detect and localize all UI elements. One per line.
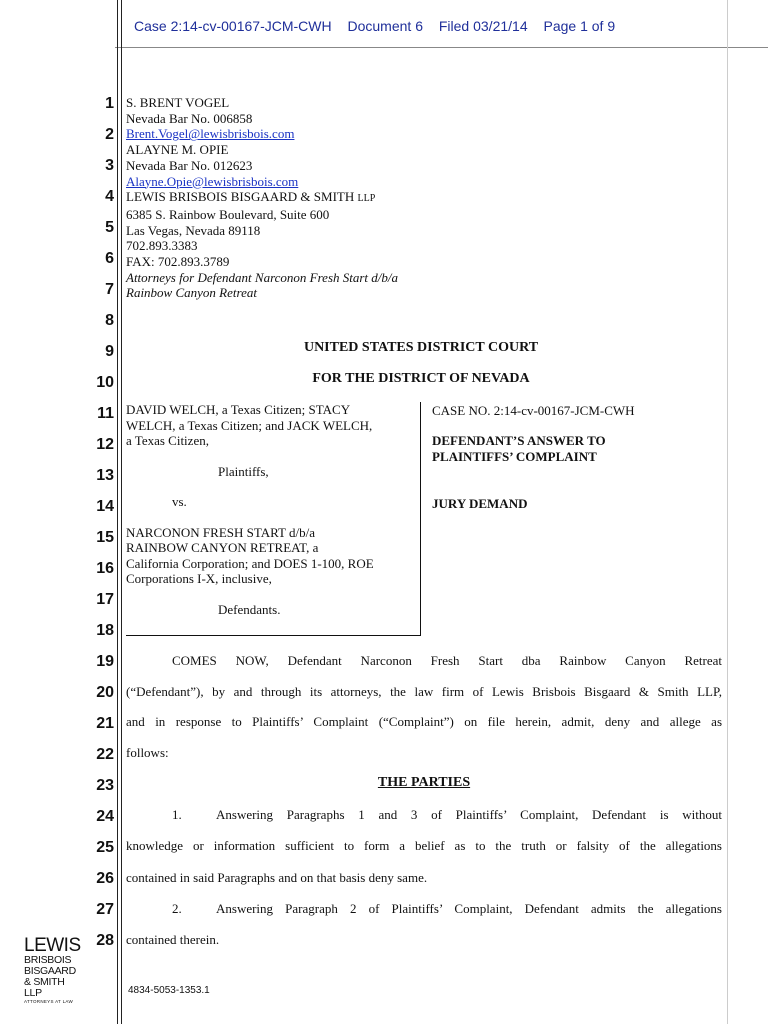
plaintiff-line: a Texas Citizen, (126, 433, 209, 448)
line-number: 19 (96, 653, 114, 670)
fax: FAX: 702.893.3789 (126, 254, 230, 270)
phone: 702.893.3383 (126, 238, 198, 254)
body-line: contained therein. (126, 932, 220, 947)
attorney-block (126, 95, 398, 301)
line-number: 28 (96, 932, 114, 949)
logo-tagline: ATTORNEYS AT LAW (24, 999, 74, 1004)
body-line: (“Defendant”), by and through its attorneys, the law firm of Lewis Brisbois Bisgaard & Smith LLP, (126, 684, 722, 699)
line-number: 7 (105, 281, 114, 298)
case-number-caption: CASE NO. 2:14-cv-00167-JCM-CWH (432, 403, 635, 418)
logo-line: BISGAARD (24, 965, 76, 977)
line-number: 12 (96, 436, 114, 453)
line-number: 16 (96, 560, 114, 577)
bar-number: Nevada Bar No. 006858 (126, 110, 253, 126)
email-link[interactable]: Alayne.Opie@lewisbrisbois.com (126, 173, 299, 189)
line-number: 27 (96, 901, 114, 918)
caption-parties (126, 402, 416, 617)
defendants-label: Defendants. (218, 601, 281, 617)
line-number: 22 (96, 746, 114, 763)
bar-number: Nevada Bar No. 012623 (126, 157, 253, 173)
logo-line: LEWIS (24, 935, 81, 956)
firm-name-text: LEWIS BRISBOIS BISGAARD & SMITH (126, 189, 355, 205)
attorney-name: S. BRENT VOGEL (126, 95, 230, 110)
defendant-line: RAINBOW CANYON RETREAT, a (126, 540, 319, 555)
body-line: contained in said Paragraphs and on that basis deny same. (126, 870, 428, 885)
address-line: Las Vegas, Nevada 89118 (126, 222, 261, 238)
paragraph-number: 1. (172, 807, 182, 822)
ecf-header (134, 18, 627, 34)
defendant-line: California Corporation; and DOES 1-100, ROE (126, 555, 374, 571)
line-number: 4 (105, 188, 114, 205)
firm-name (126, 189, 398, 207)
case-number: Case 2:14-cv-00167-JCM-CWH (134, 18, 332, 34)
document-number: Document 6 (347, 18, 423, 34)
body-line: Answering Paragraphs 1 and 3 of Plaintiffs’ Complaint, Defendant is without (216, 807, 722, 822)
line-number: 23 (96, 777, 114, 794)
line-number: 20 (96, 684, 114, 701)
defendant-line: NARCONON FRESH START d/b/a (126, 524, 315, 540)
body-line: COMES NOW, Defendant Narconon Fresh Start dba Rainbow Canyon Retreat (172, 653, 722, 668)
plaintiff-line: WELCH, a Texas Citizen; and JACK WELCH, (126, 417, 373, 433)
margin-rule-right (121, 0, 122, 1024)
body-line: and in response to Plaintiffs’ Complaint (“Complaint”) on file herein, admit, deny and allege as (126, 714, 722, 729)
line-number: 25 (96, 839, 114, 856)
body-line: knowledge or information sufficient to form a belief as to the truth or falsity of the allegations (126, 838, 722, 853)
line-number: 15 (96, 529, 114, 546)
line-number: 9 (105, 343, 114, 360)
plaintiff-line: DAVID WELCH, a Texas Citizen; STACY (126, 402, 351, 417)
line-number: 3 (105, 157, 114, 174)
firm-suffix: LLP (357, 193, 376, 205)
line-number: 13 (96, 467, 114, 484)
line-number: 26 (96, 870, 114, 887)
plaintiffs-label: Plaintiffs, (218, 463, 269, 479)
line-number: 1 (105, 95, 114, 112)
margin-rule-left (117, 0, 118, 1024)
court-title: UNITED STATES DISTRICT COURT (303, 340, 539, 355)
attorneys-for: Attorneys for Defendant Narconon Fresh Start d/b/a (126, 269, 399, 285)
email-link[interactable]: Brent.Vogel@lewisbrisbois.com (126, 126, 295, 142)
filed-date: Filed 03/21/14 (438, 18, 528, 34)
line-number: 5 (105, 219, 114, 236)
defendant-line: Corporations I-X, inclusive, (126, 571, 272, 586)
line-number: 6 (105, 250, 114, 267)
attorneys-for: Rainbow Canyon Retreat (126, 285, 257, 301)
document-title: DEFENDANT’S ANSWER TO (432, 433, 606, 448)
jury-demand: JURY DEMAND (432, 496, 528, 511)
line-number: 24 (96, 808, 114, 825)
body-line: Answering Paragraph 2 of Plaintiffs’ Complaint, Defendant admits the allegations (216, 901, 722, 916)
document-id: 4834-5053-1353.1 (128, 985, 210, 996)
caption-underline (126, 635, 421, 636)
line-number: 18 (96, 622, 114, 639)
caption-divider (420, 402, 421, 635)
line-number: 21 (96, 715, 114, 732)
logo-line: & SMITH LLP (24, 976, 65, 999)
body-line: follows: (126, 745, 169, 760)
section-heading: THE PARTIES (377, 775, 471, 790)
line-number: 10 (96, 374, 114, 391)
document-title: PLAINTIFFS’ COMPLAINT (432, 449, 597, 464)
line-number: 8 (105, 312, 114, 329)
firm-logo (24, 937, 84, 1005)
address-line: 6385 S. Rainbow Boulevard, Suite 600 (126, 206, 330, 222)
logo-line: BRISBOIS (24, 954, 72, 966)
page-indicator: Page 1 of 9 (543, 18, 616, 34)
line-number: 17 (96, 591, 114, 608)
right-margin-rule (727, 0, 728, 1024)
line-number: 2 (105, 126, 114, 143)
header-rule (115, 47, 768, 48)
line-number: 11 (97, 405, 114, 422)
line-number: 14 (96, 498, 114, 515)
attorney-name: ALAYNE M. OPIE (126, 142, 229, 158)
court-district: FOR THE DISTRICT OF NEVADA (312, 371, 530, 386)
paragraph-number: 2. (172, 901, 182, 916)
versus: vs. (172, 494, 187, 509)
